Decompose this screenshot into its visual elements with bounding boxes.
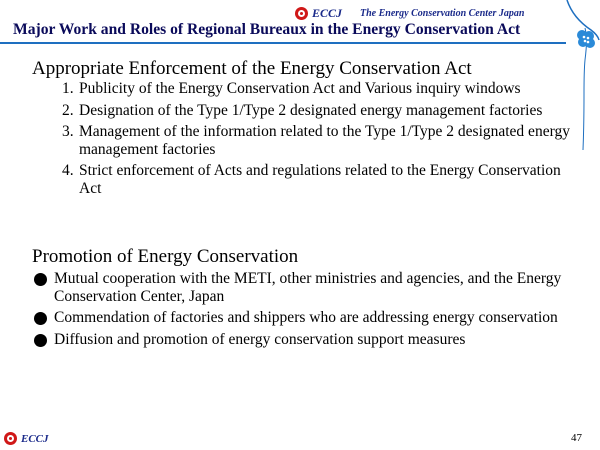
page-title: Major Work and Roles of Regional Bureaux in the Energy Conservation Act (13, 21, 521, 38)
list-item (32, 331, 572, 349)
list-item-number: 3. (62, 123, 74, 140)
list-item-text: Strict enforcement of Acts and regulations related to the Energy Conservation Act (79, 162, 561, 197)
footer-brand (4, 432, 49, 445)
section-enforcement-title: Appropriate Enforcement of the Energy Conservation Act (32, 58, 472, 79)
footer-brand-ecc: ECCJ (21, 432, 49, 445)
header-brand-ecc: ECCJ (312, 5, 343, 20)
enforcement-list (62, 80, 582, 201)
list-item (32, 309, 572, 327)
bullet-icon (32, 270, 54, 305)
bullet-icon (32, 309, 54, 327)
list-item-text: Publicity of the Energy Conservation Act and Various inquiry windows (79, 80, 521, 97)
list-item (62, 102, 582, 120)
header-brand (295, 5, 524, 21)
list-item-number: 2. (62, 101, 74, 119)
list-item-text: Mutual cooperation with the METI, other ministries and agencies, and the Energy Conservation Center, Japan (54, 270, 562, 305)
list-item-text: Management of the information related to the Type 1/Type 2 designated energy management factories (79, 123, 570, 158)
list-item (62, 123, 582, 158)
list-item (32, 270, 572, 305)
page-number: 47 (571, 432, 582, 444)
list-item-text: Designation of the Type 1/Type 2 designated energy management factories (79, 101, 543, 119)
promotion-list (32, 270, 572, 352)
section-promotion-title: Promotion of Energy Conservation (32, 246, 299, 267)
eccj-logo-icon (4, 432, 17, 445)
list-item (62, 162, 582, 197)
list-item-number: 1. (62, 80, 74, 97)
bullet-icon (32, 331, 54, 349)
list-item-number: 4. (62, 162, 74, 179)
eccj-logo-icon (295, 7, 308, 20)
list-item-text: Diffusion and promotion of energy conservation support measures (54, 330, 466, 348)
header-brand-center: The Energy Conservation Center Japan (360, 7, 525, 19)
list-item (62, 80, 582, 98)
title-divider (0, 42, 566, 44)
list-item-text: Commendation of factories and shippers who are addressing energy conservation (54, 309, 558, 326)
